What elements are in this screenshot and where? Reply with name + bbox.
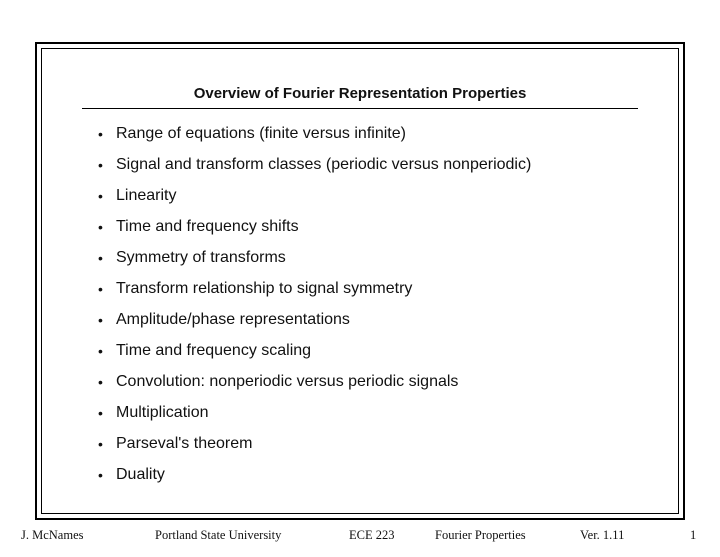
- bullet-text: Duality: [116, 465, 165, 483]
- bullet-item: [98, 149, 531, 180]
- bullet-item: [98, 428, 531, 459]
- bullet-item: [98, 273, 531, 304]
- bullet-text: Transform relationship to signal symmetry: [116, 279, 413, 297]
- bullet-list: [98, 118, 531, 490]
- bullet-icon: •: [98, 156, 103, 173]
- bullet-item: [98, 242, 531, 273]
- bullet-item: [98, 180, 531, 211]
- bullet-icon: •: [98, 404, 103, 421]
- bullet-text: Linearity: [116, 186, 177, 204]
- bullet-icon: •: [98, 466, 103, 483]
- footer-topic: Fourier Properties: [435, 528, 526, 542]
- bullet-icon: •: [98, 280, 103, 297]
- bullet-item: [98, 335, 531, 366]
- footer-course: ECE 223: [349, 528, 395, 542]
- bullet-text: Multiplication: [116, 403, 209, 421]
- bullet-text: Time and frequency shifts: [116, 217, 299, 235]
- bullet-icon: •: [98, 218, 103, 235]
- footer-author: J. McNames: [21, 528, 84, 542]
- bullet-item: [98, 459, 531, 490]
- bullet-text: Convolution: nonperiodic versus periodic signals: [116, 372, 459, 390]
- bullet-text: Amplitude/phase representations: [116, 310, 350, 328]
- bullet-text: Signal and transform classes (periodic versus nonperiodic): [116, 155, 532, 173]
- bullet-icon: •: [98, 373, 103, 390]
- bullet-icon: •: [98, 311, 103, 328]
- bullet-icon: •: [98, 249, 103, 266]
- bullet-icon: •: [98, 342, 103, 359]
- bullet-item: [98, 397, 531, 428]
- bullet-text: Range of equations (finite versus infinite): [116, 124, 406, 142]
- bullet-text: Parseval's theorem: [116, 434, 253, 452]
- footer-page-number: 1: [690, 528, 697, 542]
- bullet-icon: •: [98, 187, 103, 204]
- bullet-icon: •: [98, 125, 103, 142]
- bullet-item: [98, 211, 531, 242]
- bullet-item: [98, 118, 531, 149]
- footer-institution: Portland State University: [155, 528, 282, 542]
- bullet-item: [98, 366, 531, 397]
- bullet-text: Symmetry of transforms: [116, 248, 286, 266]
- bullet-text: Time and frequency scaling: [116, 341, 312, 359]
- footer-version: Ver. 1.11: [580, 528, 625, 542]
- slide-footer: [0, 526, 720, 548]
- bullet-icon: •: [98, 435, 103, 452]
- slide-title: Overview of Fourier Representation Properties: [82, 84, 638, 109]
- bullet-item: [98, 304, 531, 335]
